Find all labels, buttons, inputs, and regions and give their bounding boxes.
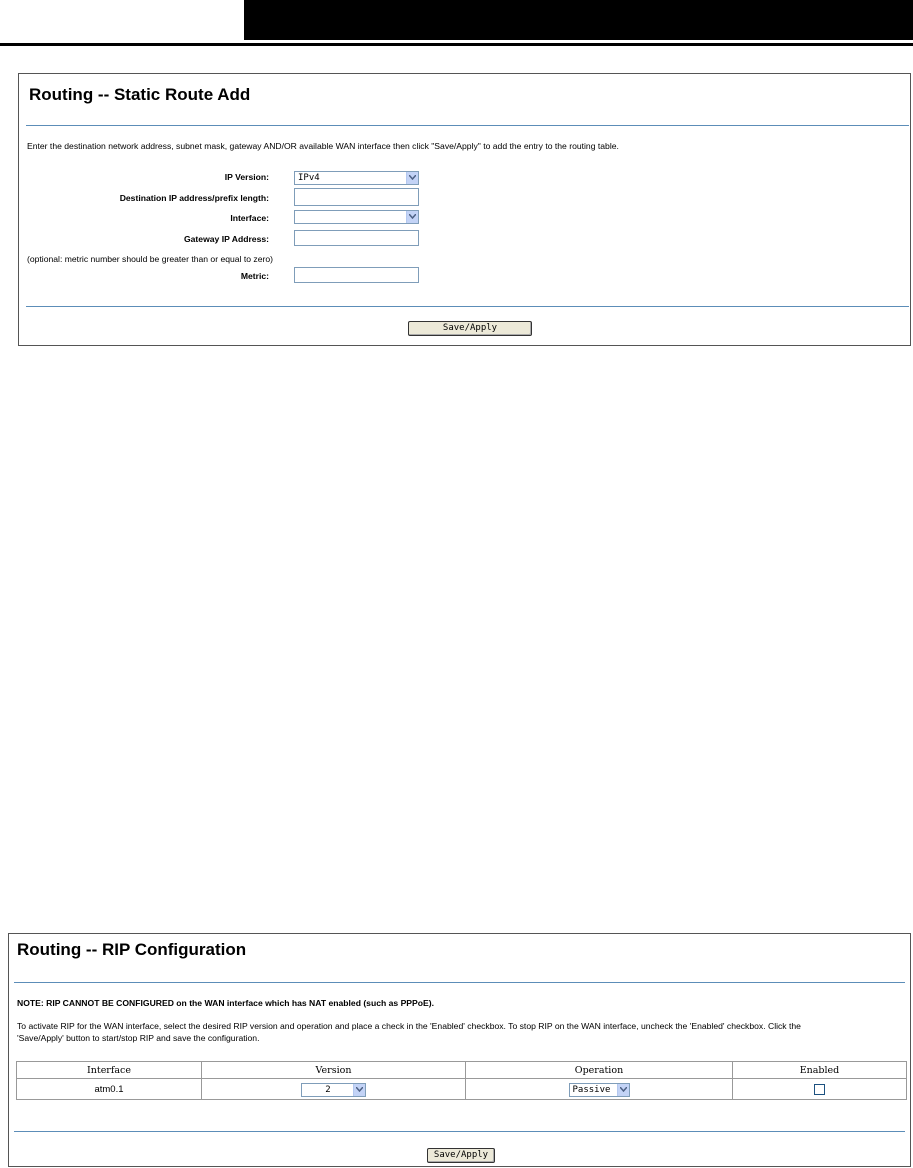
chevron-down-icon xyxy=(617,1084,629,1096)
rip-save-apply-button[interactable]: Save/Apply xyxy=(427,1148,495,1163)
version-select[interactable] xyxy=(301,1083,366,1097)
interface-cell: atm0.1 xyxy=(17,1079,202,1100)
column-header-interface: Interface xyxy=(17,1062,202,1079)
rip-instructions-line1: To activate RIP for the WAN interface, select the desired RIP version and operation and place a check in the 'Enabled' checkbox. To stop RIP on the WAN interface, uncheck the 'Enabled' checkbox. Click the xyxy=(17,1021,801,1031)
title-divider xyxy=(26,125,909,126)
ip-version-value: IPv4 xyxy=(298,173,320,183)
operation-select[interactable] xyxy=(569,1083,630,1097)
destination-input[interactable] xyxy=(294,188,419,206)
column-header-version: Version xyxy=(202,1062,466,1079)
operation-cell xyxy=(466,1079,733,1100)
chevron-down-icon xyxy=(406,211,418,223)
version-value: 2 xyxy=(325,1085,331,1095)
column-header-operation: Operation xyxy=(466,1062,733,1079)
header-bar xyxy=(244,0,913,40)
ip-version-label: IP Version: xyxy=(224,172,269,182)
destination-label: Destination IP address/prefix length: xyxy=(119,193,269,203)
description-text: Enter the destination network address, subnet mask, gateway AND/OR available WAN interface then click "Save/Apply" to add the entry to the routing table. xyxy=(27,141,619,151)
save-apply-button[interactable]: Save/Apply xyxy=(408,321,532,336)
interface-label: Interface: xyxy=(230,213,269,223)
operation-value: Passive xyxy=(572,1085,611,1095)
table-row xyxy=(17,1079,907,1100)
rip-footer-divider xyxy=(14,1131,905,1132)
version-cell xyxy=(202,1079,466,1100)
enabled-checkbox[interactable] xyxy=(814,1084,825,1095)
gateway-input[interactable] xyxy=(294,230,419,246)
header-divider xyxy=(0,43,913,46)
chevron-down-icon xyxy=(353,1084,365,1096)
interface-select[interactable] xyxy=(294,210,419,224)
rip-note: NOTE: RIP CANNOT BE CONFIGURED on the WAN interface which has NAT enabled (such as PPPoE). xyxy=(17,998,435,1008)
chevron-down-icon xyxy=(406,172,418,184)
rip-table xyxy=(16,1061,907,1100)
rip-title-divider xyxy=(14,982,905,983)
page-title: Routing -- Static Route Add xyxy=(29,85,251,104)
footer-divider xyxy=(26,306,909,307)
enabled-cell xyxy=(733,1079,907,1100)
ip-version-select[interactable] xyxy=(294,171,419,185)
rip-instructions-line2: 'Save/Apply' button to start/stop RIP and save the configuration. xyxy=(17,1033,260,1043)
gateway-label: Gateway IP Address: xyxy=(183,234,269,244)
column-header-enabled: Enabled xyxy=(733,1062,907,1079)
metric-note: (optional: metric number should be greater than or equal to zero) xyxy=(27,254,274,264)
rip-page-title: Routing -- RIP Configuration xyxy=(17,940,247,959)
metric-input[interactable] xyxy=(294,267,419,283)
metric-label: Metric: xyxy=(240,271,269,281)
